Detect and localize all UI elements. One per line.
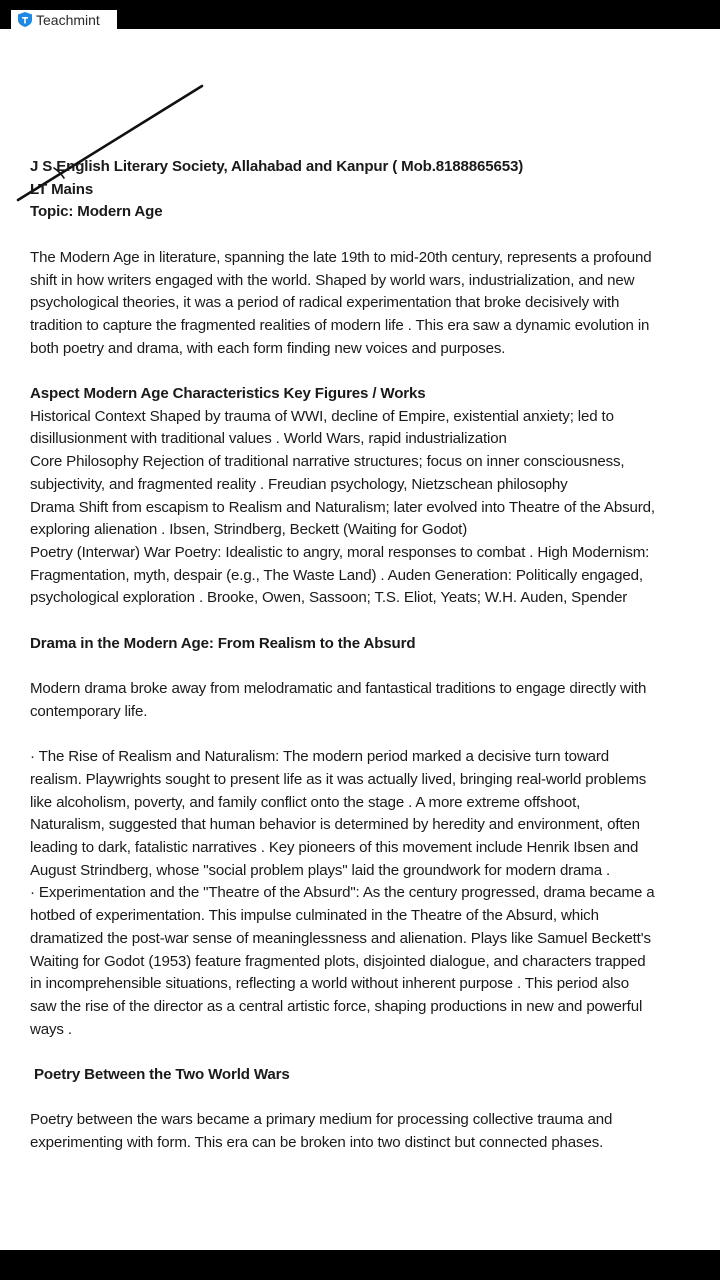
table-line: exploring alienation . Ibsen, Strindberg, Beckett (Waiting for Godot): [30, 521, 468, 539]
characteristics-table: [30, 383, 720, 610]
drama-points: [30, 746, 720, 1041]
table-heading: Aspect Modern Age Characteristics Key Figures / Works: [30, 385, 426, 402]
text-line: tradition to capture the fragmented realities of modern life . This era saw a dynamic evolution in: [30, 316, 650, 334]
text-line: experimenting with form. This era can be broken into two distinct but connected phases.: [30, 1134, 604, 1152]
text-line: The Modern Age in literature, spanning the late 19th to mid-20th century, represents a profound: [30, 248, 652, 266]
drama-intro-paragraph: [30, 678, 720, 723]
text-line: ways .: [30, 1020, 72, 1038]
topic-line: Topic: Modern Age: [30, 203, 163, 221]
drama-heading: Drama in the Modern Age: From Realism to the Absurd: [30, 634, 416, 652]
teachmint-watermark: [11, 10, 117, 29]
intro-paragraph: [30, 247, 720, 361]
navigation-bar: [0, 1250, 720, 1280]
table-line: psychological exploration . Brooke, Owen, Sassoon; T.S. Eliot, Yeats; W.H. Auden, Spender: [30, 589, 628, 607]
poetry-intro-paragraph: [30, 1109, 720, 1154]
text-line: contemporary life.: [30, 702, 148, 720]
text-line: saw the rise of the director as a central artistic force, shaping productions in new and powerful: [30, 997, 643, 1015]
text-line: shift in how writers engaged with the world. Shaped by world wars, industrialization, and new: [30, 271, 635, 289]
text-line: Modern drama broke away from melodramatic and fantastical traditions to engage directly with: [30, 680, 647, 698]
text-line: hotbed of experimentation. This impulse culminated in the Theatre of the Absurd, which: [30, 907, 599, 925]
table-line: Fragmentation, myth, despair (e.g., The Waste Land) . Auden Generation: Politically engaged,: [30, 566, 643, 584]
exam-line: LT Mains: [30, 180, 94, 198]
text-line: · Experimentation and the "Theatre of the Absurd": As the century progressed, drama became a: [30, 884, 655, 902]
table-line: Drama Shift from escapism to Realism and Naturalism; later evolved into Theatre of the Absurd,: [30, 498, 655, 516]
text-line: like alcoholism, poverty, and family conflict onto the stage . A more extreme offshoot,: [30, 793, 581, 811]
teachmint-logo-icon: [18, 12, 32, 27]
brand-name: Teachmint: [36, 11, 100, 28]
text-line: August Strindberg, whose "social problem plays" laid the groundwork for modern drama .: [30, 861, 611, 879]
text-line: · The Rise of Realism and Naturalism: The modern period marked a decisive turn toward: [30, 748, 609, 766]
poetry-heading: Poetry Between the Two World Wars: [34, 1066, 290, 1084]
text-line: realism. Playwrights sought to present life as it was actually lived, bringing real-world problems: [30, 770, 647, 788]
table-line: subjectivity, and fragmented reality . Freudian psychology, Nietzschean philosophy: [30, 475, 568, 493]
text-line: psychological theories, it was a period of radical experimentation that broke decisively with: [30, 294, 620, 312]
text-line: in incomprehensible situations, reflecting a world without inherent purpose . This period also: [30, 975, 629, 993]
society-line: J S English Literary Society, Allahabad and Kanpur ( Mob.8188865653): [30, 158, 524, 175]
text-line: Waiting for Godot (1953) feature fragmented plots, disjointed dialogue, and characters trapped: [30, 952, 646, 970]
table-line: disillusionment with traditional values . World Wars, rapid industrialization: [30, 430, 507, 448]
text-line: both poetry and drama, with each form finding new voices and purposes.: [30, 339, 506, 357]
text-line: Naturalism, suggested that human behavior is determined by heredity and environment, often: [30, 816, 640, 834]
table-line: Core Philosophy Rejection of traditional narrative structures; focus on inner consciousness,: [30, 453, 625, 471]
text-line: leading to dark, fatalistic narratives . Key pioneers of this movement include Henrik Ibsen and: [30, 839, 639, 857]
text-line: Poetry between the wars became a primary medium for processing collective trauma and: [30, 1111, 613, 1129]
text-line: dramatized the post-war sense of meaninglessness and alienation. Plays like Samuel Beckett's: [30, 929, 651, 947]
document-header: [30, 156, 720, 224]
table-line: Poetry (Interwar) War Poetry: Idealistic to angry, moral responses to combat . High Modernism:: [30, 543, 650, 561]
table-line: Historical Context Shaped by trauma of WWI, decline of Empire, existential anxiety; led to: [30, 407, 614, 425]
document-body: [30, 156, 720, 1155]
